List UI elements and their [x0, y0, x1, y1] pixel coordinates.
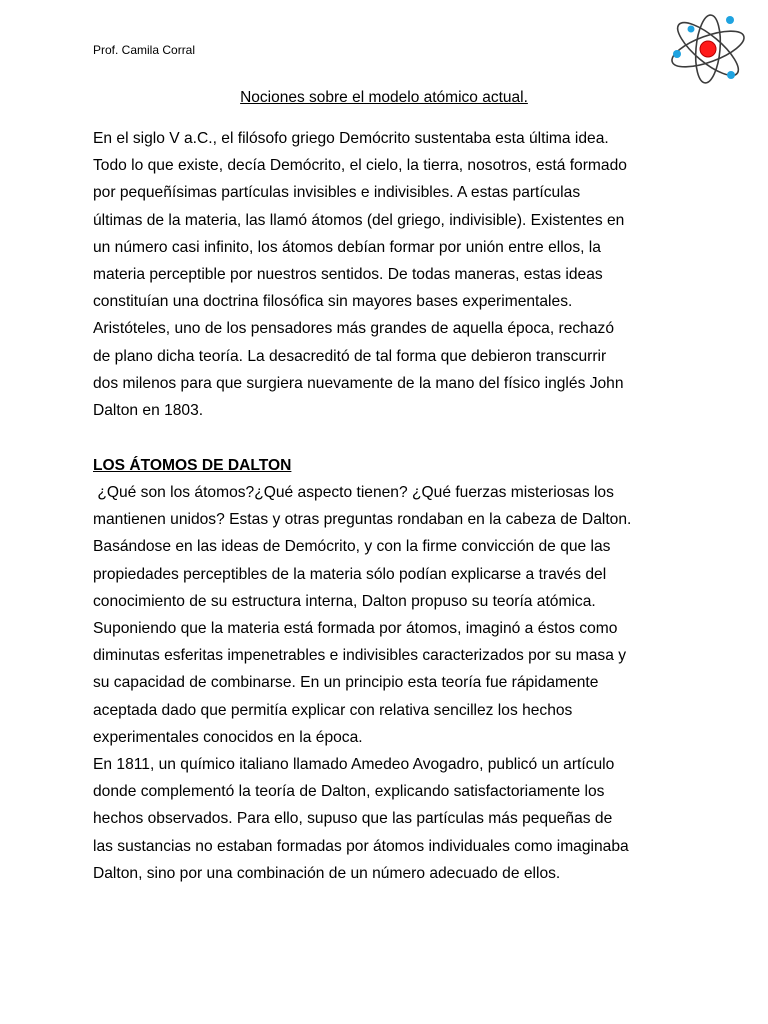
paragraph-line: Aristóteles, uno de los pensadores más grandes de aquella época, rechazó: [93, 320, 614, 338]
paragraph-line: En el siglo V a.C., el filósofo griego Demócrito sustentaba esta última idea.: [93, 130, 609, 147]
document-title-text: Nociones sobre el modelo atómico actual.: [240, 89, 528, 106]
paragraph-line: experimentales conocidos en la época.: [93, 728, 363, 746]
electron-shape: [688, 26, 695, 33]
paragraph-line: Todo lo que existe, decía Demócrito, el cielo, la tierra, nosotros, está formado: [93, 157, 627, 175]
intro-paragraph: [93, 125, 683, 424]
paragraph-line: diminutas esferitas impenetrables e indivisibles caracterizados por su masa y: [93, 647, 627, 665]
paragraph-line: materia perceptible por nuestros sentidos. De todas maneras, estas ideas: [93, 266, 603, 284]
section-heading: LOS ÁTOMOS DE DALTON: [93, 457, 292, 474]
paragraph-line: un número casi infinito, los átomos debían formar por unión entre ellos, la: [93, 238, 601, 256]
paragraph-line: Basándose en las ideas de Demócrito, y con la firme convicción de que las: [93, 538, 611, 556]
paragraph-line: propiedades perceptibles de la materia sólo podían explicarse a través del: [93, 565, 607, 583]
paragraph-line: Dalton en 1803.: [93, 402, 204, 420]
paragraph-line: Dalton, sino por una combinación de un número adecuado de ellos.: [93, 864, 561, 882]
paragraph-line: Suponiendo que la materia está formada por átomos, imaginó a éstos como: [93, 620, 618, 638]
document-title: [0, 88, 768, 108]
paragraph-line: aceptada dado que permitía explicar con relativa sencillez los hechos: [93, 701, 573, 719]
paragraph-line: donde complementó la teoría de Dalton, explicando satisfactoriamente los: [93, 783, 605, 801]
electron-shape: [726, 16, 734, 24]
paragraph-line: dos milenos para que surgiera nuevamente de la mano del físico inglés John: [93, 374, 624, 392]
atom-icon: [664, 12, 752, 86]
paragraph-line: constituían una doctrina filosófica sin mayores bases experimentales.: [93, 293, 573, 311]
paragraph-line: su capacidad de combinarse. En un principio esta teoría fue rápidamente: [93, 674, 599, 692]
paragraph-line: En 1811, un químico italiano llamado Amedeo Avogadro, publicó un artículo: [93, 756, 615, 774]
paragraph-line: últimas de la materia, las llamó átomos (del griego, indivisible). Existentes en: [93, 211, 625, 229]
dalton-paragraph: [93, 479, 683, 887]
electron-shape: [673, 50, 681, 58]
nucleus-shape: [700, 41, 716, 57]
paragraph-line: ¿Qué son los átomos?¿Qué aspecto tienen? ¿Qué fuerzas misteriosas los: [93, 484, 614, 501]
paragraph-line: por pequeñísimas partículas invisibles e indivisibles. A estas partículas: [93, 184, 581, 202]
paragraph-line: mantienen unidos? Estas y otras preguntas rondaban en la cabeza de Dalton.: [93, 511, 632, 529]
paragraph-line: las sustancias no estaban formadas por átomos individuales como imaginaba: [93, 837, 629, 855]
paragraph-line: hechos observados. Para ello, supuso que las partículas más pequeñas de: [93, 810, 613, 828]
paragraph-line: conocimiento de su estructura interna, Dalton propuso su teoría atómica.: [93, 592, 596, 610]
paragraph-line: de plano dicha teoría. La desacreditó de tal forma que debieron transcurrir: [93, 347, 607, 365]
author-name: Prof. Camila Corral: [93, 43, 196, 57]
electron-shape: [727, 71, 735, 79]
